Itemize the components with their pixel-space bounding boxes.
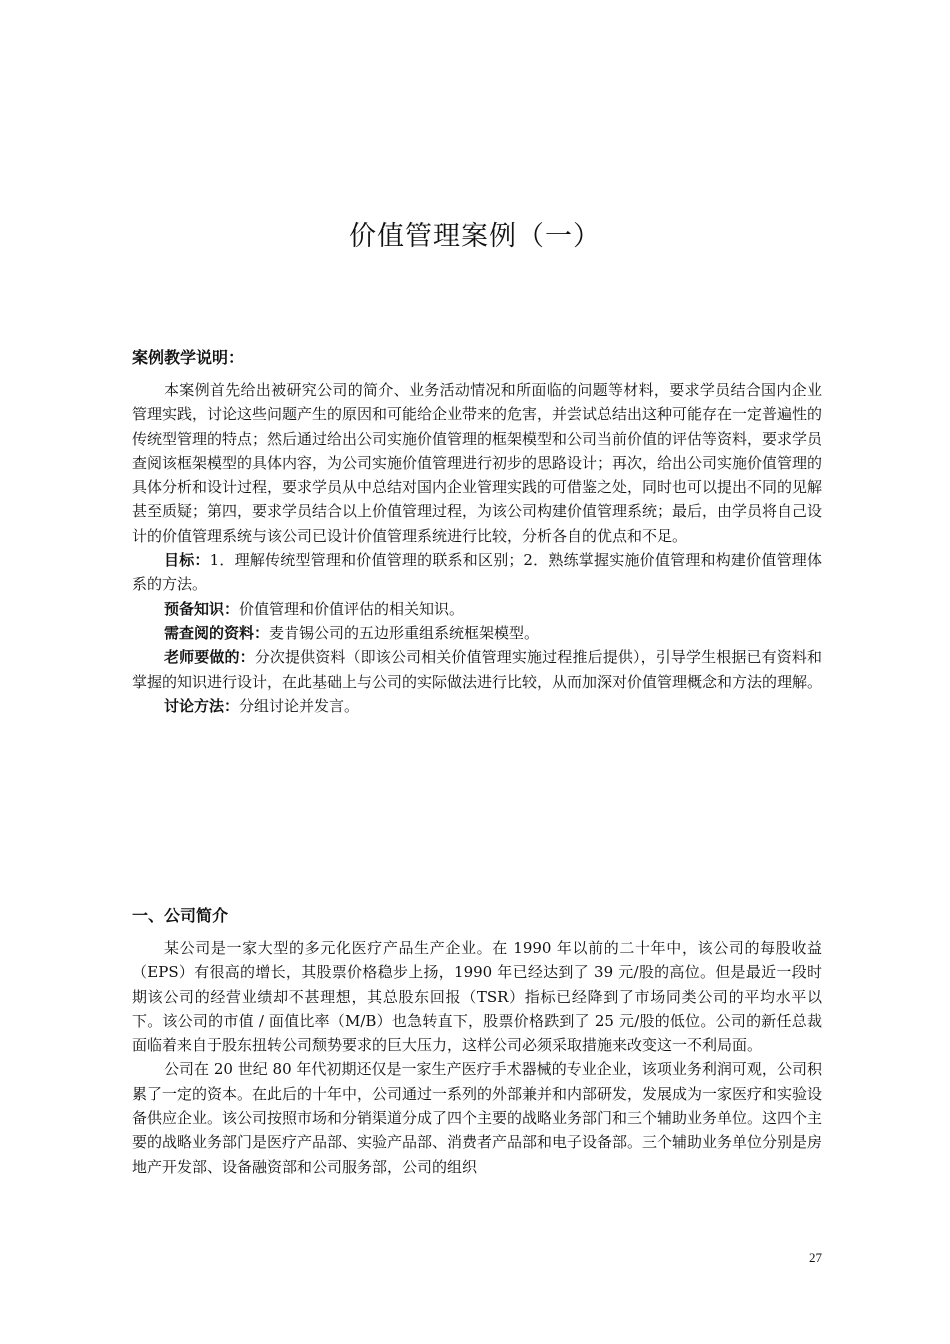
company-intro-heading: 一、公司简介 [132, 906, 229, 925]
company-intro-paragraph-1: 某公司是一家大型的多元化医疗产品生产企业。在 1990 年以前的二十年中，该公司的每股收益（EPS）有很高的增长，其股票价格稳步上扬，1990 年已经达到了 39 元/股的高位。但是最近一段时期该公司的经营业绩却不甚理想，其总股东回报（TSR）指标已经降到了市场同类公司的平均水平以下。该公司的市值 / 面值比率（M/B）也急转直下，股票价格跌到了 25 元/股的低位。公司的新任总裁面临着来自于股东扭转公司颓势要求的巨大压力，这样公司必须采取措施来改变这一不利局面。 [132, 939, 822, 1055]
discussion-paragraph [132, 694, 822, 718]
teacher-label: 老师要做的： [164, 648, 255, 667]
teacher-paragraph [132, 645, 822, 694]
teaching-notes-heading: 案例教学说明： [132, 348, 245, 367]
teacher-text: 分次提供资料（即该公司相关价值管理实施过程推后提供），引导学生根据已有资料和掌握的知识进行设计，在此基础上与公司的实际做法进行比较，从而加深对价值管理概念和方法的理解。 [132, 648, 823, 691]
page-title: 价值管理案例（一） [349, 221, 601, 253]
prereq-text: 价值管理和价值评估的相关知识。 [239, 599, 465, 618]
prereq-paragraph [132, 597, 822, 621]
discussion-text: 分组讨论并发言。 [239, 696, 360, 715]
page-number: 27 [809, 1250, 822, 1265]
objective-text: 1．理解传统型管理和价值管理的联系和区别；2．熟练掌握实施价值管理和构建价值管理体系的方法。 [132, 551, 822, 594]
teaching-notes-body [132, 378, 822, 718]
reading-text: 麦肯锡公司的五边形重组系统框架模型。 [269, 623, 540, 642]
company-intro-body [132, 936, 822, 1179]
discussion-label: 讨论方法： [164, 696, 240, 715]
prereq-label: 预备知识： [164, 599, 240, 618]
company-intro-paragraph-2: 公司在 20 世纪 80 年代初期还仅是一家生产医疗手术器械的专业企业，该项业务利润可观，公司积累了一定的资本。在此后的十年中，公司通过一系列的外部兼并和内部研发，发展成为一家医疗和实验设备供应企业。该公司按照市场和分销渠道分成了四个主要的战略业务部门和三个辅助业务单位。这四个主要的战略业务部门是医疗产品部、实验产品部、消费者产品部和电子设备部。三个辅助业务单位分别是房地产开发部、设备融资部和公司服务部，公司的组织 [132, 1060, 823, 1176]
objective-paragraph [132, 548, 822, 597]
intro-paragraph: 本案例首先给出被研究公司的简介、业务活动情况和所面临的问题等材料，要求学员结合国内企业管理实践，讨论这些问题产生的原因和可能给企业带来的危害，并尝试总结出这种可能存在一定普遍性的传统型管理的特点；然后通过给出公司实施价值管理的框架模型和公司当前价值的评估等资料，要求学员查阅该框架模型的具体内容，为公司实施价值管理进行初步的思路设计；再次，给出公司实施价值管理的具体分析和设计过程，要求学员从中总结对国内企业管理实践的可借鉴之处，同时也可以提出不同的见解甚至质疑；第四，要求学员结合以上价值管理过程，为该公司构建价值管理系统；最后，由学员将自己设计的价值管理系统与该公司已设计价值管理系统进行比较，分析各自的优点和不足。 [132, 381, 823, 545]
reading-paragraph [132, 621, 822, 645]
objective-label: 目标： [164, 551, 210, 570]
reading-label: 需查阅的资料： [164, 623, 270, 642]
